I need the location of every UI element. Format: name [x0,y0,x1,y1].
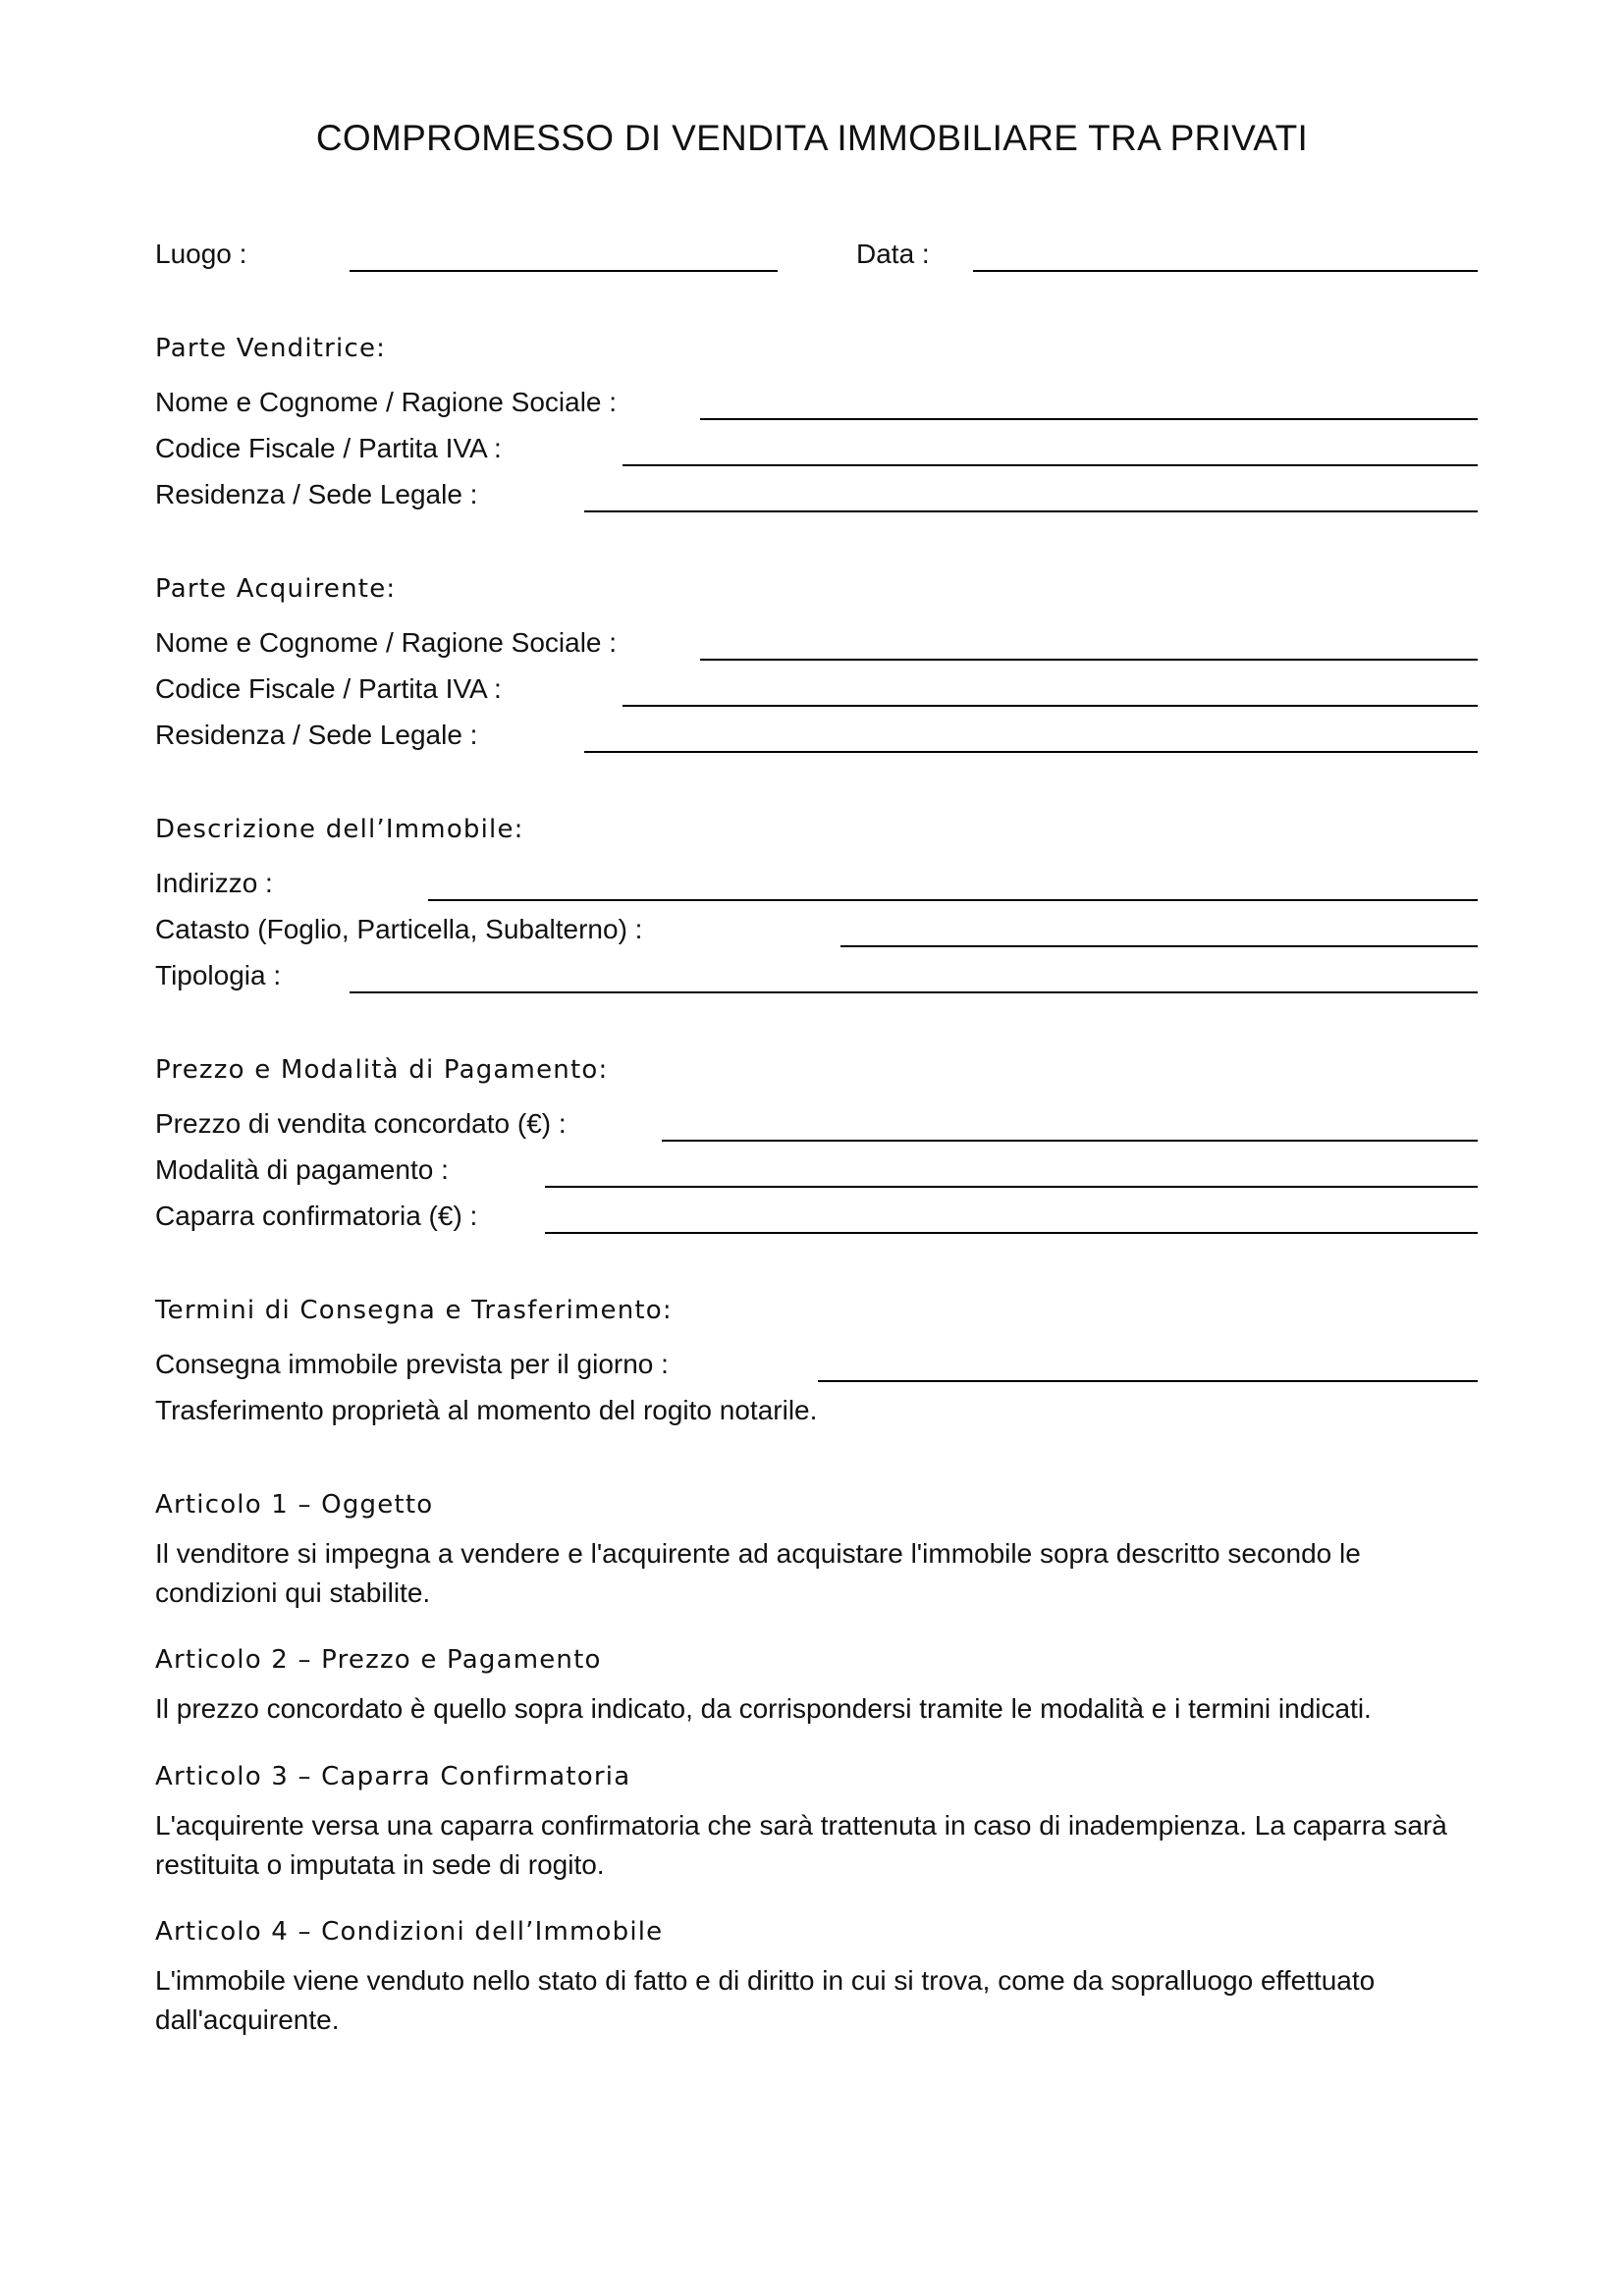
article-3-text: L'acquirente versa una caparra confirmatoria che sarà trattenuta in caso di inadempienza. La caparra sarà restituita o imputata in sede di rogito. [155,1810,1447,1880]
payment-heading: Prezzo e Modalità di Pagamento: [155,1055,609,1085]
buyer-tax-field[interactable] [623,705,1478,707]
seller-residence-label: Residenza / Sede Legale : [155,479,478,509]
delivery-heading: Termini di Consegna e Trasferimento: [155,1296,673,1325]
property-heading: Descrizione dell’Immobile: [155,815,524,844]
date-field[interactable] [973,270,1478,272]
payment-deposit-field[interactable] [545,1232,1478,1234]
property-address-label: Indirizzo : [155,868,273,898]
payment-deposit-label: Caparra confirmatoria (€) : [155,1201,478,1231]
transfer-text: Trasferimento proprietà al momento del rogito notarile. [155,1395,818,1425]
property-cadastre-field[interactable] [840,945,1478,947]
payment-price-field[interactable] [662,1140,1478,1142]
place-label: Luogo : [155,239,247,269]
delivery-date-label: Consegna immobile prevista per il giorno : [155,1349,669,1379]
article-1-title: Articolo 1 – Oggetto [155,1490,434,1520]
buyer-residence-label: Residenza / Sede Legale : [155,720,478,750]
article-2-title: Articolo 2 – Prezzo e Pagamento [155,1645,602,1675]
seller-heading: Parte Venditrice: [155,334,387,363]
seller-tax-label: Codice Fiscale / Partita IVA : [155,433,502,463]
buyer-name-label: Nome e Cognome / Ragione Sociale : [155,627,618,658]
delivery-date-field[interactable] [818,1380,1478,1382]
buyer-heading: Parte Acquirente: [155,574,397,604]
property-type-label: Tipologia : [155,960,282,990]
property-type-field[interactable] [350,991,1478,993]
seller-tax-field[interactable] [623,464,1478,466]
document-title: COMPROMESSO DI VENDITA IMMOBILIARE TRA PRIVATI [315,118,1309,158]
buyer-name-field[interactable] [700,659,1478,661]
payment-price-label: Prezzo di vendita concordato (€) : [155,1108,567,1139]
payment-method-label: Modalità di pagamento : [155,1154,449,1185]
seller-residence-field[interactable] [584,510,1478,512]
article-1-text: Il venditore si impegna a vendere e l'acquirente ad acquistare l'immobile sopra descritto secondo le condizioni qui stabilite. [155,1538,1361,1608]
property-cadastre-label: Catasto (Foglio, Particella, Subalterno) : [155,914,643,944]
property-address-field[interactable] [428,899,1478,901]
buyer-residence-field[interactable] [584,751,1478,753]
article-4-text: L'immobile viene venduto nello stato di fatto e di diritto in cui si trova, come da sopralluogo effettuato dall'acquirente. [155,1965,1376,2035]
place-field[interactable] [350,270,778,272]
seller-name-field[interactable] [700,418,1478,420]
date-label: Data : [856,239,930,269]
seller-name-label: Nome e Cognome / Ragione Sociale : [155,387,618,417]
article-4-title: Articolo 4 – Condizioni dell’Immobile [155,1917,664,1947]
payment-method-field[interactable] [545,1186,1478,1188]
article-3-title: Articolo 3 – Caparra Confirmatoria [155,1762,631,1791]
article-2-text: Il prezzo concordato è quello sopra indicato, da corrispondersi tramite le modalità e i termini indicati. [155,1693,1372,1724]
buyer-tax-label: Codice Fiscale / Partita IVA : [155,673,502,704]
